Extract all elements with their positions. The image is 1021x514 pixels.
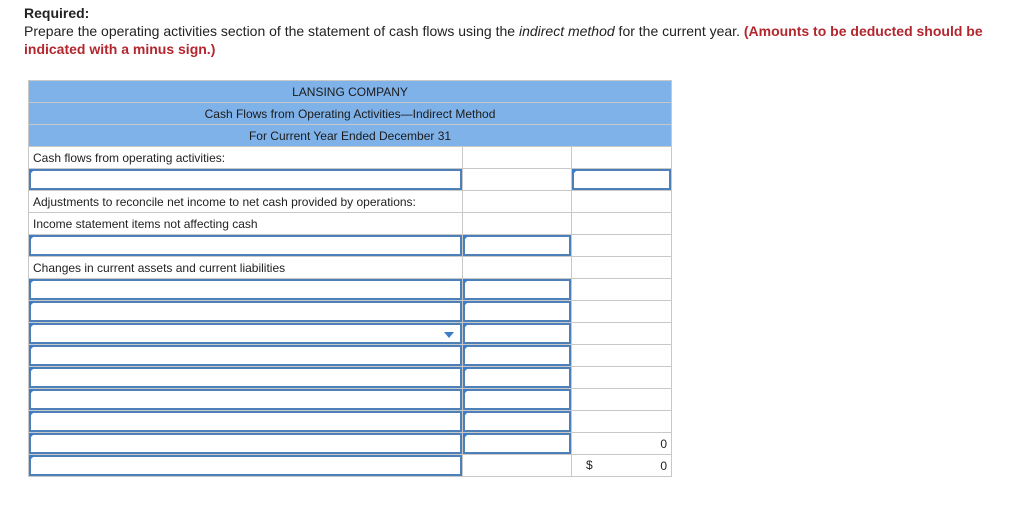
empty-cell [572,235,672,257]
statement-period: For Current Year Ended December 31 [29,125,672,147]
table-row [29,213,672,235]
change-amount-cell [463,279,572,301]
change-amount-cell [463,323,572,345]
header-row [29,103,672,125]
empty-cell [572,279,672,301]
empty-cell [572,213,672,235]
change-amount-input[interactable] [463,411,571,432]
change-amount-input[interactable] [463,345,571,366]
total-cell [572,455,672,477]
required-text-italic: indirect method [518,23,615,39]
change-amount-input[interactable] [463,279,571,300]
required-text-note: (Amounts to be deducted should be indicated with a minus sign.) [24,23,983,57]
label-changes-current: Changes in current assets and current liabilities [29,257,463,279]
table-row [29,433,672,455]
total-label-cell [29,455,463,477]
required-text-part: Prepare the operating activities section of the statement of cash flows using the [24,23,519,39]
change-label-cell [29,279,463,301]
total-value: 0 [660,458,667,473]
change-amount-input[interactable] [463,323,571,344]
change-amount-cell [463,301,572,323]
subtotal-value: 0 [572,433,672,455]
change-label-cell [29,367,463,389]
change-amount-input[interactable] [463,367,571,388]
table-row [29,191,672,213]
table-row [29,169,672,191]
change-label-input[interactable] [29,411,462,432]
empty-cell [572,367,672,389]
change-label-select[interactable] [29,323,462,344]
change-label-cell [29,411,463,433]
empty-cell [572,147,672,169]
empty-cell [572,389,672,411]
table-row [29,345,672,367]
header-row [29,125,672,147]
table-row [29,147,672,169]
table-row [29,257,672,279]
table-row [29,411,672,433]
subtotal-amount-cell [463,433,572,455]
empty-cell [572,323,672,345]
statement-title: Cash Flows from Operating Activities—Indirect Method [29,103,672,125]
instructions [24,4,1004,58]
empty-cell [572,345,672,367]
empty-cell [463,147,572,169]
subtotal-label-input[interactable] [29,433,462,454]
table-row [29,455,672,477]
empty-cell [572,257,672,279]
noncash-amount-input[interactable] [463,235,571,256]
empty-cell [463,257,572,279]
change-label-cell [29,323,463,345]
table-row [29,279,672,301]
required-text-part-2: for the current year. [614,23,744,39]
subtotal-label-cell [29,433,463,455]
header-row [29,81,672,103]
change-label-input[interactable] [29,301,462,322]
change-amount-input[interactable] [463,301,571,322]
subtotal-amount-input[interactable] [463,433,571,454]
empty-cell [463,169,572,191]
empty-cell [572,411,672,433]
cash-flow-table [28,80,672,477]
empty-cell [463,455,572,477]
net-income-amount-input[interactable] [572,169,671,190]
table-row [29,367,672,389]
table-row [29,389,672,411]
change-label-input[interactable] [29,345,462,366]
change-label-input[interactable] [29,367,462,388]
required-heading: Required: [24,5,90,21]
dollar-sign: $ [586,458,593,472]
change-amount-cell [463,389,572,411]
change-amount-cell [463,367,572,389]
change-label-cell [29,389,463,411]
dropdown-arrow-icon[interactable] [444,332,454,338]
change-amount-input[interactable] [463,389,571,410]
total-label-input[interactable] [29,455,462,476]
company-name: LANSING COMPANY [29,81,672,103]
label-income-items: Income statement items not affecting cash [29,213,463,235]
change-label-cell [29,345,463,367]
label-cash-flows-operating: Cash flows from operating activities: [29,147,463,169]
change-amount-cell [463,345,572,367]
net-income-amount-cell [572,169,672,191]
table-row [29,235,672,257]
empty-cell [463,213,572,235]
noncash-amount-cell [463,235,572,257]
required-text [24,22,1004,58]
label-adjustments: Adjustments to reconcile net income to net cash provided by operations: [29,191,463,213]
empty-cell [572,191,672,213]
noncash-label-cell [29,235,463,257]
noncash-label-input[interactable] [29,235,462,256]
change-label-input[interactable] [29,389,462,410]
net-income-label-input[interactable] [29,169,462,190]
table-row [29,323,672,345]
empty-cell [463,191,572,213]
change-label-cell [29,301,463,323]
empty-cell [572,301,672,323]
table-row [29,301,672,323]
net-income-label-cell [29,169,463,191]
change-label-input[interactable] [29,279,462,300]
change-amount-cell [463,411,572,433]
